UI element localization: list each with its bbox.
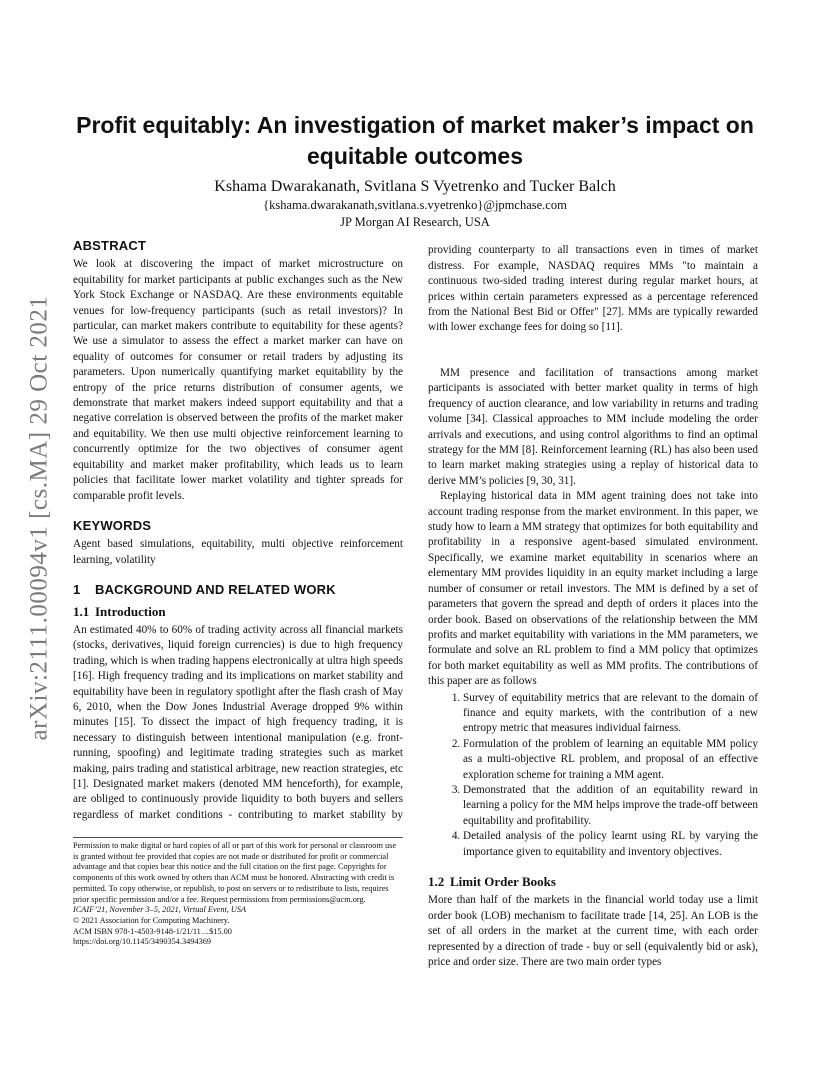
author-list: Kshama Dwarakanath, Svitlana S Vyetrenko and Tucker Balch [214,178,616,195]
abstract-text: We look at discovering the impact of market microstructure on equitability for market participants at public exchanges such as the New York Stock Exchange or NASDAQ. Are these environments equitable venues for low-frequency participants (such as retail investors)? In particular, can market makers contribute to equitability for these agents? We use a simulator to assess the effect a market marker can have on equality of outcomes for consumer or retail traders by adjusting its parameters. Upon numerically quantifying market equitability by the entropy of the price returns distribution of consumer agents, we demonstrate that market makers indeed support equitability and that a negative correlation is observed between the profits of the market maker and equitability. We then use multi objective reinforcement learning to concurrently optimize for the two objectives of consumer agent equitability and market maker profitability, which leads us to learn policies that facilitate lower market volatility and tighter spreads for comparable profit levels. [73,258,403,502]
author-emails: {kshama.dwarakanath,svitlana.s.vyetrenko}@jpmchase.com [263,198,567,212]
copyright-line: © 2021 Association for Computing Machinery. [73,915,230,925]
intro-paragraph-3: Replaying historical data in MM agent training does not take into account trading response from the market environment. In this paper, we study how to learn a MM strategy that optimizes for both equitability and profitability in a responsive agent-based simulated environment. Specifically, we examine market equitability in scenarios where an elementary MM provides liquidity in an equity market including a large number of consumer or retail investors. The MM is defined by a set of parameters that govern the spread and depth of orders it places into the order book. Based on observations of the relationship between the MM profits and market equitability with variations in the MM parameters, we formulate and solve an RL problem to find a MM policy that optimizes for both market equitability as well as MM profits. The contributions of this paper are as follows [428,490,758,688]
keywords-heading: KEYWORDS [73,517,152,533]
arxiv-stamp [22,283,56,753]
paper-title: Profit equitably: An investigation of market maker’s impact on equitable outcomes [76,112,754,169]
author-affiliation: JP Morgan AI Research, USA [340,215,490,229]
isbn-line: ACM ISBN 978-1-4503-9148-1/21/11…$15.00 [73,926,232,936]
contribution-item: 2. Formulation of the problem of learning an equitable MM policy as a multi-objective RL problem, and proposal of an effective exploration scheme for training a MM agent. [463,737,758,783]
subsection-1-1-number: 1.1 [73,603,90,619]
intro-paragraph-2: MM presence and facilitation of transactions among market participants is associated with better market quality in terms of high frequency of auction clearance, and low variability in returns and trading volume [34]. Classical approaches to MM include modeling the order arrivals and executions, and using control algorithms to find an optimal strategy for the MM [8]. Reinforcement learning (RL) has also been used to learn market making strategies using a replay of historical data to derive MM’s policies [9, 30, 31]. [428,367,758,487]
contribution-item: 4. Detailed analysis of the policy learnt using RL by varying the importance given to equitability and inventory objectives. [463,829,758,860]
section-1-heading [73,582,403,597]
arxiv-stamp-text: arXiv:2111.00094v1 [cs.MA] 29 Oct 2021 [25,295,52,741]
left-column [73,238,403,821]
keywords-text: Agent based simulations, equitability, multi objective reinforcement learning, volatility [73,538,403,566]
permission-notice: Permission to make digital or hard copies of all or part of this work for personal or classroom use is granted without fee provided that copies are not made or distributed for profit or commercial advantage and that copies bear this notice and the full citation on the first page. Copyrights for components of this work owned by others than ACM must be honored. Abstracting with credit is permitted. To copy otherwise, or republish, to post on servers or to redistribute to lists, requires prior specific permission and/or a fee. Request permissions from permissions@acm.org. [73,841,397,904]
venue-line: ICAIF’21, November 3–5, 2021, Virtual Event, USA [73,905,247,915]
subsection-1-2-heading [428,874,758,889]
section-1-number: 1 [73,582,81,598]
right-column [428,243,758,970]
section-1-title: BACKGROUND AND RELATED WORK [95,582,336,598]
lob-paragraph-1: More than half of the markets in the financial world today use a limit order book (LOB) mechanism to facilitate trade [14, 25]. An LOB is the set of all orders in the market at the current time, with each order represented by a direction of trade - buy or sell (equivalently bid or ask), price and order size. There are two main order types [428,894,758,969]
intro-paragraph-1: An estimated 40% to 60% of trading activity across all financial markets (stocks, derivatives, liquid foreign currencies) is due to high frequency trading, which is when trading happens electronically at ultra high speeds [16]. High frequency trading and its implications on market stability and equitability have been in regulatory spotlight after the flash crash of May 6, 2010, when the Dow Jones Industrial Average dropped 9% within minutes [15]. To dissect the impact of high frequency trading, it is necessary to distinguish between intentional manipulation (e.g. front-running, spoofing) and legitimate trading strategies such as market making, pairs trading and statistical arbitrage, new reaction strategies, etc [1]. Designated market makers (denoted MM henceforth), for example, are obliged to continuously provide liquidity to both buyers and sellers regardless of market conditions - contributing to market stability by [73,623,403,821]
intro-p1-overflow: providing counterparty to all transactions even in times of market distress. For example, NASDAQ requires MMs "to maintain a continuous two-sided trading interest during regular market hours, at prices within certain parameters expressed as a percentage referenced from the National Best Bid or Offer" [27]. MMs are typically rewarded with lower exchange fees for doing so [11]. [428,244,758,334]
subsection-1-2-number: 1.2 [428,874,445,889]
abstract-heading: ABSTRACT [73,238,147,253]
copyright-footnote [73,837,403,948]
contribution-item: 1. Survey of equitability metrics that are relevant to the domain of finance and equity markets, with the contribution of a new entropy metric that measures individual fairness. [463,691,758,737]
intro-paragraph-1-continued [428,243,758,366]
subsection-1-1-title: Introduction [95,603,166,619]
doi-link[interactable]: https://doi.org/10.1145/3490354.3494369 [73,937,212,947]
subsection-1-2-title: Limit Order Books [450,874,556,889]
contribution-item: 3. Demonstrated that the addition of an equitability reward in learning a policy for the MM helps improve the trade-off between equitability and profitability. [463,783,758,829]
subsection-1-1-heading [73,604,403,619]
contribution-list [428,691,758,860]
